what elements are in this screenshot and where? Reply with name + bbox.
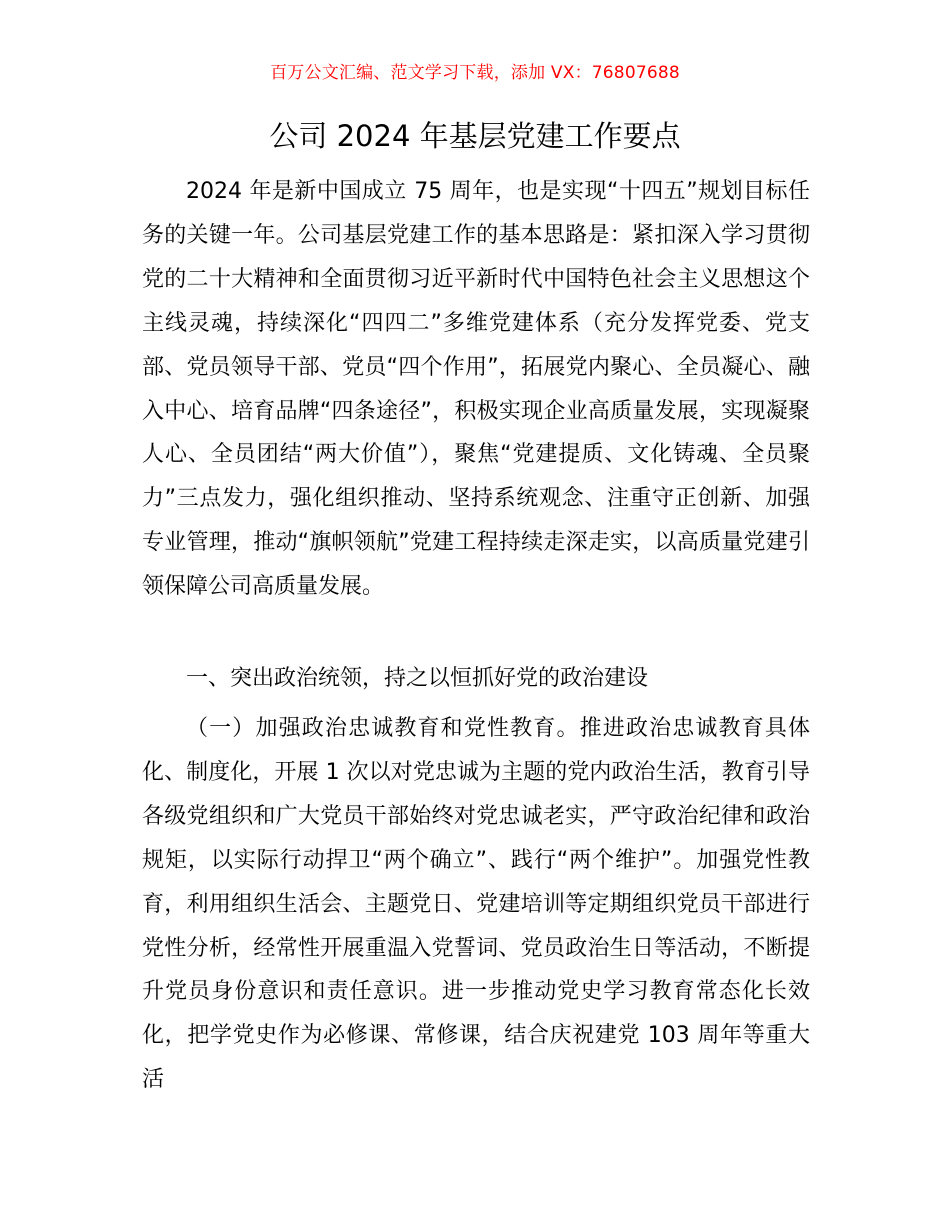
section-1-item-1-paragraph: （一）加强政治忠诚教育和党性教育。推进政治忠诚教育具体化、制度化，开展 1 次以对党忠诚为主题的党内政治生活，教育引导各级党组织和广大党员干部始终对党忠诚老实，严守政治纪律和政治规矩，以实际行动捍卫“两个确立”、践行“两个维护”。加强党性教育，利用组织生活会、主题党日、党建培训等定期组织党员干部进行党性分析，经常性开展重温入党誓词、党员政治生日等活动，不断提升党员身份意识和责任意识。进一步推动党史学习教育常态化长效化，把学党史作为必修课、常修课，结合庆祝建党 103 周年等重大活 [142, 716, 810, 1093]
intro-paragraph: 2024 年是新中国成立 75 周年，也是实现“十四五”规划目标任务的关键一年。公司基层党建工作的基本思路是：紧扣深入学习贯彻党的二十大精神和全面贯彻习近平新时代中国特色社会主义思想这个主线灵魂，持续深化“四四二”多维党建体系（充分发挥党委、党支部、党员领导干部、党员“四个作用”，拓展党内聚心、全员凝心、融入中心、培育品牌“四条途径”，积极实现企业高质量发展，实现凝聚人心、全员团结“两大价值”），聚焦“党建提质、文化铸魂、全员聚力”三点发力，强化组织推动、坚持系统观念、注重守正创新、加强专业管理，推动“旗帜领航”党建工程持续走深走实，以高质量党建引领保障公司高质量发展。 [142, 179, 810, 600]
watermark-banner: 百万公文汇编、范文学习下载，添加 VX：76807688 [270, 63, 680, 83]
section-heading-1: 一、突出政治统领，持之以恒抓好党的政治建设 [186, 666, 649, 691]
document-title: 公司 2024 年基层党建工作要点 [269, 119, 681, 153]
